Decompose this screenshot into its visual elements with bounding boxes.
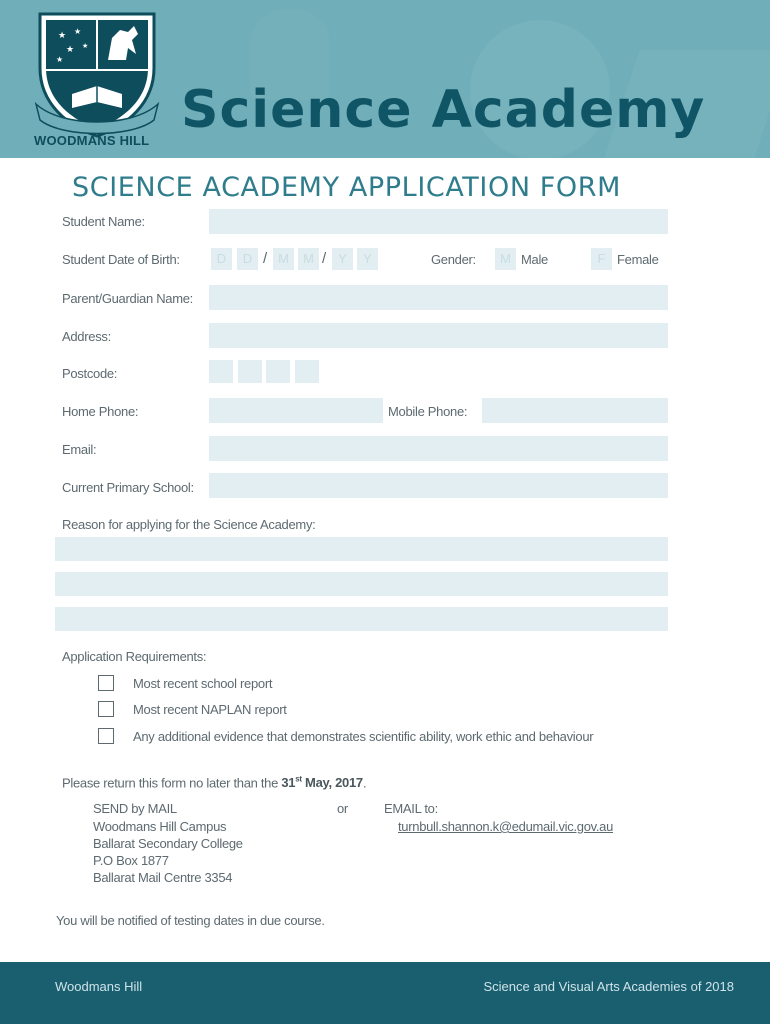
dob-day-2-field[interactable]: D — [237, 248, 258, 270]
deadline-suffix: . — [362, 775, 367, 791]
dob-year-1-field[interactable]: Y — [332, 248, 353, 270]
email-label: Email: — [62, 442, 97, 457]
reason-line-field[interactable] — [55, 537, 668, 561]
address-label: Address: — [62, 329, 111, 344]
deadline-day: 31 — [281, 775, 296, 791]
student-name-field[interactable] — [209, 209, 668, 234]
svg-text:★: ★ — [74, 27, 82, 36]
footer-bar — [0, 962, 770, 1024]
postcode-digit-field[interactable] — [209, 360, 233, 383]
postcode-digit-field[interactable] — [295, 360, 319, 383]
gender-female-label: Female — [617, 252, 659, 267]
deadline-prefix: Please return this form no later than the — [62, 775, 282, 791]
mobile-phone-label: Mobile Phone: — [388, 404, 468, 419]
email-address-link[interactable]: turnbull.shannon.k@edumail.vic.gov.au — [398, 819, 614, 834]
home-phone-label: Home Phone: — [62, 404, 139, 419]
requirement-checkbox[interactable] — [98, 728, 114, 744]
gender-male-checkbox[interactable]: M — [495, 248, 516, 270]
notice-text: You will be notified of testing dates in due course. — [56, 913, 325, 928]
return-deadline-text — [62, 775, 366, 790]
reason-line-field[interactable] — [55, 572, 668, 596]
deadline-date — [281, 775, 362, 790]
dob-label: Student Date of Birth: — [62, 252, 180, 267]
mobile-phone-field[interactable] — [482, 398, 668, 423]
reason-label: Reason for applying for the Science Academy: — [62, 517, 316, 532]
svg-text:★: ★ — [66, 45, 75, 55]
postcode-label: Postcode: — [62, 366, 118, 381]
primary-school-label: Current Primary School: — [62, 480, 194, 495]
gender-male-label: Male — [521, 252, 548, 267]
mail-address-line: Woodmans Hill Campus — [93, 819, 227, 834]
mail-address-line: Ballarat Mail Centre 3354 — [93, 870, 233, 885]
email-heading: EMAIL to: — [384, 801, 438, 816]
svg-text:★: ★ — [82, 42, 89, 50]
school-crest-logo — [32, 8, 162, 148]
address-field[interactable] — [209, 323, 668, 348]
gender-label: Gender: — [431, 252, 476, 267]
mail-address-line: P.O Box 1877 — [93, 853, 169, 868]
requirements-heading: Application Requirements: — [62, 649, 207, 664]
footer-left-text: Woodmans Hill — [55, 979, 143, 994]
requirement-checkbox[interactable] — [98, 675, 114, 691]
reason-line-field[interactable] — [55, 607, 668, 631]
mail-address-line: Ballarat Secondary College — [93, 836, 243, 851]
dob-month-1-field[interactable]: M — [273, 248, 294, 270]
postcode-digit-field[interactable] — [266, 360, 290, 383]
email-field[interactable] — [209, 436, 668, 461]
dob-year-2-field[interactable]: Y — [357, 248, 378, 270]
parent-name-field[interactable] — [209, 285, 668, 310]
student-name-label: Student Name: — [62, 214, 145, 229]
dob-separator: / — [263, 250, 268, 267]
home-phone-field[interactable] — [209, 398, 383, 423]
svg-text:★: ★ — [56, 55, 64, 64]
brand-title: Science Academy — [181, 80, 706, 140]
or-text: or — [337, 801, 348, 816]
dob-separator: / — [322, 250, 327, 267]
footer-right-text: Science and Visual Arts Academies of 2018 — [483, 979, 734, 994]
requirement-checkbox[interactable] — [98, 701, 114, 717]
crest-school-name: WOODMANS HILL — [34, 133, 150, 148]
mail-heading: SEND by MAIL — [93, 801, 177, 816]
requirement-item-label: Most recent school report — [133, 676, 273, 691]
requirement-item-label: Most recent NAPLAN report — [133, 702, 287, 717]
dob-month-2-field[interactable]: M — [298, 248, 319, 270]
deadline-month-year: May, 2017 — [301, 775, 363, 791]
gender-female-checkbox[interactable]: F — [591, 248, 612, 270]
deadline-day-suffix: st — [295, 775, 302, 784]
primary-school-field[interactable] — [209, 473, 668, 498]
parent-name-label: Parent/Guardian Name: — [62, 291, 193, 306]
form-title: SCIENCE ACADEMY APPLICATION FORM — [72, 172, 622, 203]
svg-text:★: ★ — [58, 31, 67, 41]
dob-day-1-field[interactable]: D — [211, 248, 232, 270]
requirement-item-label: Any additional evidence that demonstrates scientific ability, work ethic and behaviour — [133, 729, 594, 744]
postcode-digit-field[interactable] — [238, 360, 262, 383]
